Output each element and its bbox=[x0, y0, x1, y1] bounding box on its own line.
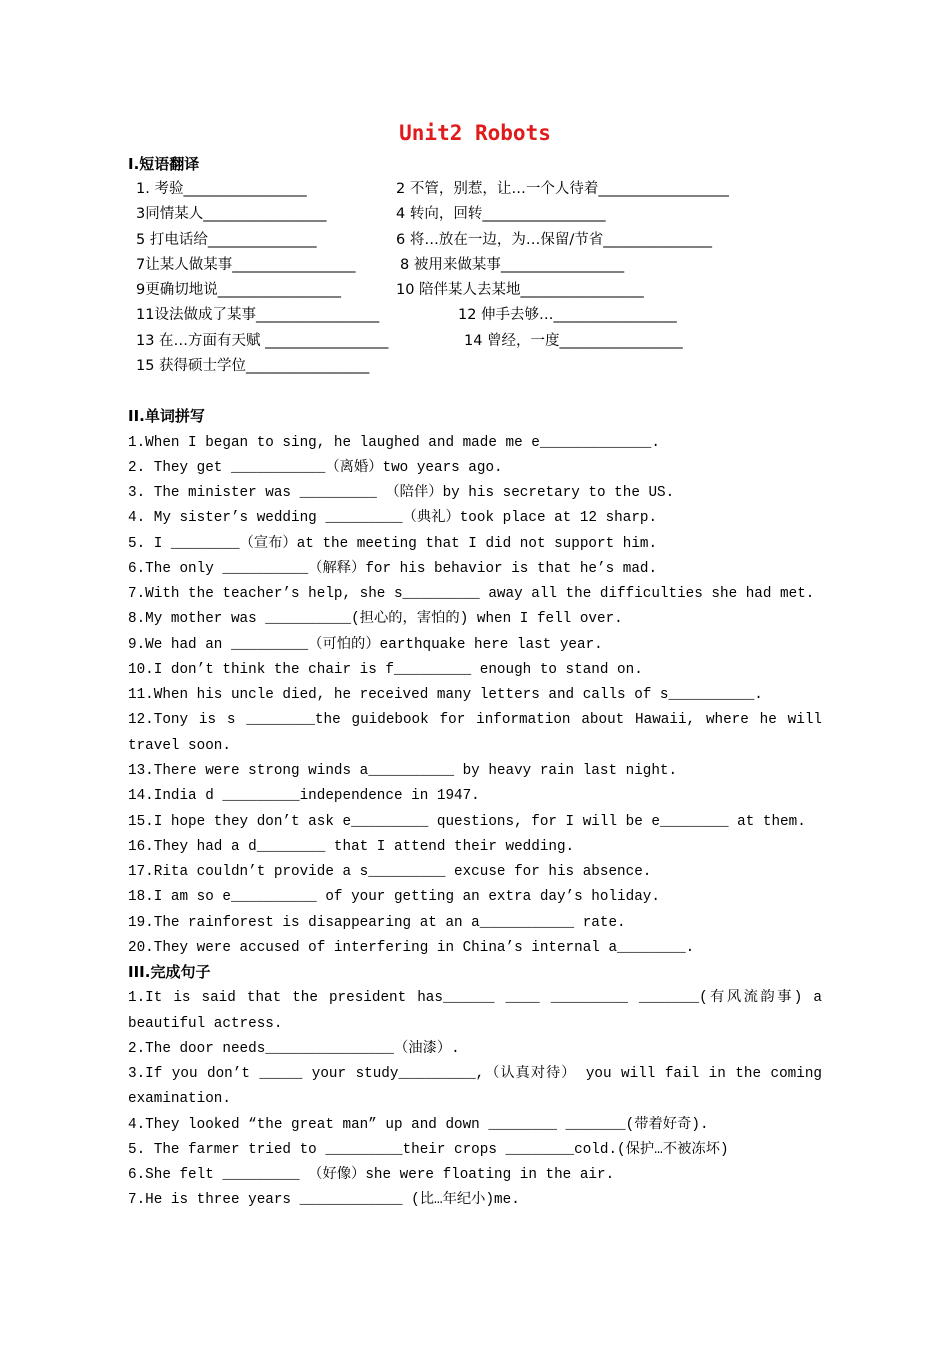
spelling-question: 2. They get ___________（离婚）two years ago. bbox=[128, 460, 503, 476]
phrase-item: 12 伸手去够…_________________ bbox=[458, 307, 677, 323]
sentence-question: 3.If you don’t _____ your study_________,（认真对待） you will fail in the coming bbox=[128, 1066, 822, 1082]
phrase-item: 5 打电话给_______________ bbox=[136, 232, 317, 248]
sentence-question: 7.He is three years ____________ (比…年纪小)me. bbox=[128, 1192, 520, 1208]
spelling-question: 10.I don’t think the chair is f_________ enough to stand on. bbox=[128, 662, 643, 678]
spelling-question: 14.India d _________independence in 1947. bbox=[128, 788, 480, 804]
spelling-question: 11.When his uncle died, he received many letters and calls of s__________. bbox=[128, 687, 763, 703]
section-heading-word-spelling: II.单词拼写 bbox=[128, 407, 205, 425]
page-title: Unit2 Robots bbox=[399, 121, 551, 145]
sentence-question: 4.They looked “the great man” up and down ________ _______(带着好奇). bbox=[128, 1117, 709, 1133]
phrase-item: 9更确切地说_________________ bbox=[136, 282, 341, 298]
phrase-item: 6 将…放在一边，为…保留/节省_______________ bbox=[396, 232, 712, 248]
spelling-question: 5. I ________（宣布）at the meeting that I did not support him. bbox=[128, 536, 658, 552]
spelling-question-continued: travel soon. bbox=[128, 738, 231, 754]
spelling-question: 1.When I began to sing, he laughed and made me e_____________. bbox=[128, 435, 660, 451]
phrase-item: 1. 考验_________________ bbox=[136, 181, 307, 197]
phrase-item: 11设法做成了某事_________________ bbox=[136, 307, 380, 323]
phrase-item: 10 陪伴某人去某地_________________ bbox=[396, 282, 644, 298]
spelling-question: 8.My mother was __________(担心的，害怕的) when I fell over. bbox=[128, 611, 623, 627]
phrase-item: 13 在…方面有天赋 _________________ bbox=[136, 333, 389, 349]
spelling-question: 3. The minister was _________ （陪伴）by his secretary to the US. bbox=[128, 485, 675, 501]
sentence-question: 6.She felt _________ （好像）she were floating in the air. bbox=[128, 1167, 615, 1183]
spelling-question: 9.We had an _________（可怕的）earthquake here last year. bbox=[128, 637, 603, 653]
spelling-question: 20.They were accused of interfering in China’s internal a________. bbox=[128, 940, 695, 956]
spelling-question: 19.The rainforest is disappearing at an a___________ rate. bbox=[128, 915, 626, 931]
spelling-question: 13.There were strong winds a__________ by heavy rain last night. bbox=[128, 763, 678, 779]
phrase-item: 2 不管，别惹，让…一个人待着__________________ bbox=[396, 181, 729, 197]
sentence-question: 1.It is said that the president has______ ____ _________ _______(有风流韵事) a bbox=[128, 990, 822, 1006]
spelling-question: 7.With the teacher’s help, she s_________ away all the difficulties she had met. bbox=[128, 586, 815, 602]
phrase-item: 14 曾经，一度_________________ bbox=[464, 333, 683, 349]
spelling-question: 12.Tony is s ________the guidebook for information about Hawaii, where he will bbox=[128, 712, 822, 728]
sentence-question-continued: beautiful actress. bbox=[128, 1016, 283, 1032]
sentence-question-continued: examination. bbox=[128, 1091, 231, 1107]
phrase-item: 8 被用来做某事_________________ bbox=[400, 257, 625, 273]
spelling-question: 18.I am so e__________ of your getting an extra day’s holiday. bbox=[128, 889, 660, 905]
section-heading-phrase-translation: I.短语翻译 bbox=[128, 155, 200, 173]
spelling-question: 4. My sister’s wedding _________（典礼）took place at 12 sharp. bbox=[128, 510, 658, 526]
phrase-item: 3同情某人_________________ bbox=[136, 206, 327, 222]
phrase-item: 7让某人做某事_________________ bbox=[136, 257, 356, 273]
spelling-question: 17.Rita couldn’t provide a s_________ excuse for his absence. bbox=[128, 864, 652, 880]
sentence-question: 5. The farmer tried to _________their crops ________cold.(保护…不被冻坏) bbox=[128, 1142, 729, 1158]
sentence-question: 2.The door needs_______________（油漆）. bbox=[128, 1041, 460, 1057]
spelling-question: 15.I hope they don’t ask e_________ questions, for I will be e________ at them. bbox=[128, 814, 806, 830]
spelling-question: 6.The only __________（解释）for his behavior is that he’s mad. bbox=[128, 561, 658, 577]
phrase-item: 4 转向，回转_________________ bbox=[396, 206, 606, 222]
spelling-question: 16.They had a d________ that I attend their wedding. bbox=[128, 839, 575, 855]
section-heading-complete-sentences: III.完成句子 bbox=[128, 963, 211, 981]
phrase-item: 15 获得硕士学位_________________ bbox=[136, 358, 370, 374]
